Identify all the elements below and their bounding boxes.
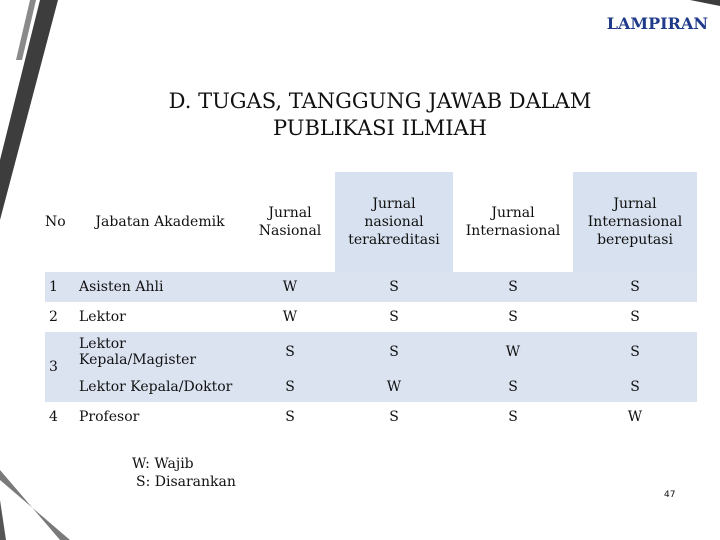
header-jurnal-internasional-bereputasi: Jurnal Internasional bereputasi xyxy=(573,172,697,272)
cell-value: S xyxy=(453,302,573,332)
page-title xyxy=(120,88,640,142)
cell-jabatan: Lektor Kepala/Magister xyxy=(75,332,245,372)
cell-value: S xyxy=(335,302,453,332)
cell-jabatan: Asisten Ahli xyxy=(75,272,245,302)
section-tag: LAMPIRAN xyxy=(606,14,708,33)
cell-value: S xyxy=(453,372,573,402)
cell-value: S xyxy=(453,272,573,302)
cell-value: S xyxy=(453,402,573,432)
legend-wajib: W: Wajib xyxy=(132,456,194,472)
table-row xyxy=(45,402,697,432)
publication-table xyxy=(45,172,697,432)
cell-value: S xyxy=(245,332,335,372)
cell-value: S xyxy=(335,272,453,302)
cell-value: S xyxy=(573,272,697,302)
cell-jabatan: Lektor Kepala/Doktor xyxy=(75,372,245,402)
cell-no: 1 xyxy=(45,272,75,302)
title-line-1: D. TUGAS, TANGGUNG JAWAB DALAM xyxy=(168,89,592,113)
cell-value: S xyxy=(573,372,697,402)
table-row xyxy=(45,332,697,372)
cell-value: W xyxy=(245,272,335,302)
page-number: 47 xyxy=(664,490,676,500)
cell-no: 3 xyxy=(45,332,75,402)
table-header-row xyxy=(45,172,697,272)
cell-value: S xyxy=(335,332,453,372)
cell-no: 2 xyxy=(45,302,75,332)
cell-no: 4 xyxy=(45,402,75,432)
header-jurnal-nasional-terakreditasi: Jurnal nasional terakreditasi xyxy=(335,172,453,272)
cell-value: S xyxy=(573,332,697,372)
title-line-2: PUBLIKASI ILMIAH xyxy=(272,116,487,140)
table-row xyxy=(45,302,697,332)
cell-value: S xyxy=(573,302,697,332)
cell-value: S xyxy=(245,402,335,432)
legend-disarankan: S: Disarankan xyxy=(136,474,236,490)
table-row xyxy=(45,372,697,402)
header-jurnal-nasional: Jurnal Nasional xyxy=(245,172,335,272)
cell-jabatan: Lektor xyxy=(75,302,245,332)
table-row xyxy=(45,272,697,302)
header-no: No xyxy=(45,172,75,272)
cell-jabatan: Profesor xyxy=(75,402,245,432)
cell-value: W xyxy=(335,372,453,402)
header-jurnal-internasional: Jurnal Internasional xyxy=(453,172,573,272)
cell-value: W xyxy=(245,302,335,332)
cell-value: S xyxy=(335,402,453,432)
corner-decoration xyxy=(690,0,720,10)
cell-value: S xyxy=(245,372,335,402)
header-jabatan: Jabatan Akademik xyxy=(75,172,245,272)
legend xyxy=(132,455,236,491)
cell-value: W xyxy=(453,332,573,372)
cell-value: W xyxy=(573,402,697,432)
